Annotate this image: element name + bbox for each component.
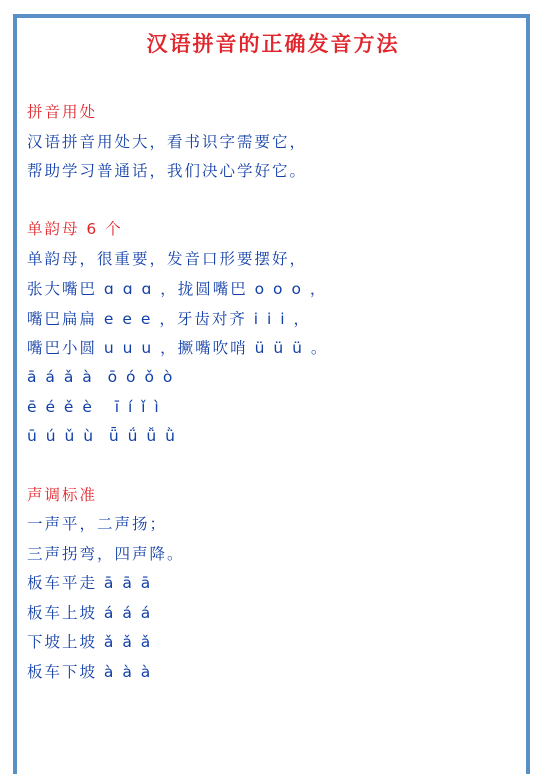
page-title: 汉语拼音的正确发音方法 (146, 32, 400, 56)
tone-row: ū ú ǔ ù ǖ ǘ ǚ ǜ (27, 427, 178, 445)
text-line: 张大嘴巴 ɑ ɑ ɑ ，拢圆嘴巴 o o o ， (27, 280, 328, 298)
text-line: 三声拐弯，四声降。 (27, 545, 185, 563)
text-line: 嘴巴小圆 u u u ，撅嘴吹哨 ü ü ü 。 (27, 339, 329, 357)
text-line: 下坡上坡 ǎ ǎ ǎ (27, 633, 153, 651)
tone-row: ā á ǎ à ō ó ǒ ò (27, 368, 175, 386)
text-line: 单韵母，很重要，发音口形要摆好， (27, 250, 308, 268)
text-line: 板车平走 ā ā ā (27, 574, 153, 592)
text-line: 嘴巴扁扁 e e e ，牙齿对齐 i i i ， (27, 310, 311, 328)
text-line: 帮助学习普通话，我们决心学好它。 (27, 162, 308, 180)
text-line: 板车上坡 á á á (27, 604, 153, 622)
section-heading-single-finals: 单韵母 6 个 (27, 220, 123, 238)
section-heading-tones: 声调标准 (27, 486, 98, 504)
text-line: 板车下坡 à à à (27, 663, 153, 681)
text-line: 一声平，二声扬； (27, 515, 168, 533)
tone-row: ē é ě è ī í ǐ ì (27, 398, 161, 416)
page-frame (13, 14, 530, 774)
section-heading-usage: 拼音用处 (27, 103, 98, 121)
text-line: 汉语拼音用处大，看书识字需要它， (27, 133, 308, 151)
